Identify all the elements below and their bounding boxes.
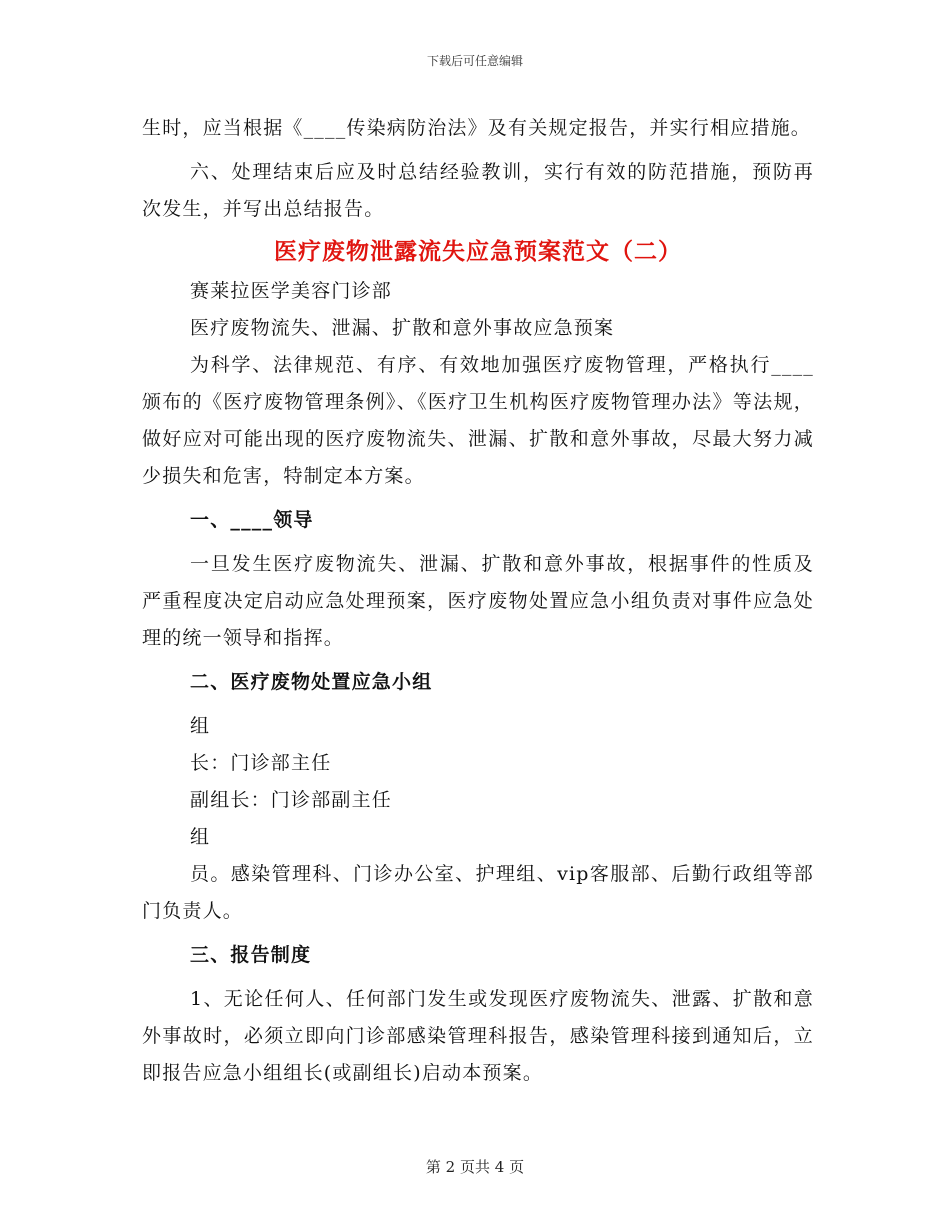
section-1-heading: 一、____领导 (190, 509, 314, 531)
member-line-1: 组 (190, 826, 211, 848)
organization-name: 赛莱拉医学美容门诊部 (190, 280, 393, 302)
paragraph-continued: 生时，应当根据《____传染病防治法》及有关规定报告，并实行相应措施。 (142, 117, 812, 139)
paragraph-section-six: 六、处理结束后应及时总结经验教训，实行有效的防范措施，预防再次发生，并写出总结报告。 (142, 161, 814, 220)
vice-leader-line: 副组长：门诊部副主任 (190, 789, 393, 811)
section-3-heading: 三、报告制度 (190, 944, 312, 966)
document-title: 医疗废物泄露流失应急预案范文（二） (274, 238, 682, 265)
intro-paragraph: 为科学、法律规范、有序、有效地加强医疗废物管理，严格执行____颁布的《医疗废物管理条例》、《医疗卫生机构医疗废物管理办法》等法规，做好应对可能出现的医疗废物流失、泄漏、扩散和意外事故，尽最大努力减少损失和危害，特制定本方案。 (142, 354, 814, 487)
page-footer: 第 2 页共 4 页 (425, 1158, 525, 1176)
leader-line-1: 组 (190, 715, 211, 737)
section-1-body: 一旦发生医疗废物流失、泄漏、扩散和意外事故，根据事件的性质及严重程度决定启动应急处理预案，医疗废物处置应急小组负责对事件应急处理的统一领导和指挥。 (142, 553, 814, 649)
leader-line-2: 长：门诊部主任 (190, 752, 332, 774)
section-3-item-1: 1、无论任何人、任何部门发生或发现医疗废物流失、泄露、扩散和意外事故时，必须立即向门诊部感染管理科报告，感染管理科接到通知后，立即报告应急小组组长(或副组长)启动本预案。 (142, 988, 814, 1084)
section-2-heading: 二、医疗废物处置应急小组 (190, 671, 433, 693)
document-body (142, 110, 814, 1092)
page-header: 下载后可任意编辑 (426, 54, 523, 68)
member-line-2: 员。感染管理科、门诊办公室、护理组、vip客服部、后勤行政组等部门负责人。 (142, 863, 814, 922)
plan-name: 医疗废物流失、泄漏、扩散和意外事故应急预案 (190, 317, 615, 339)
